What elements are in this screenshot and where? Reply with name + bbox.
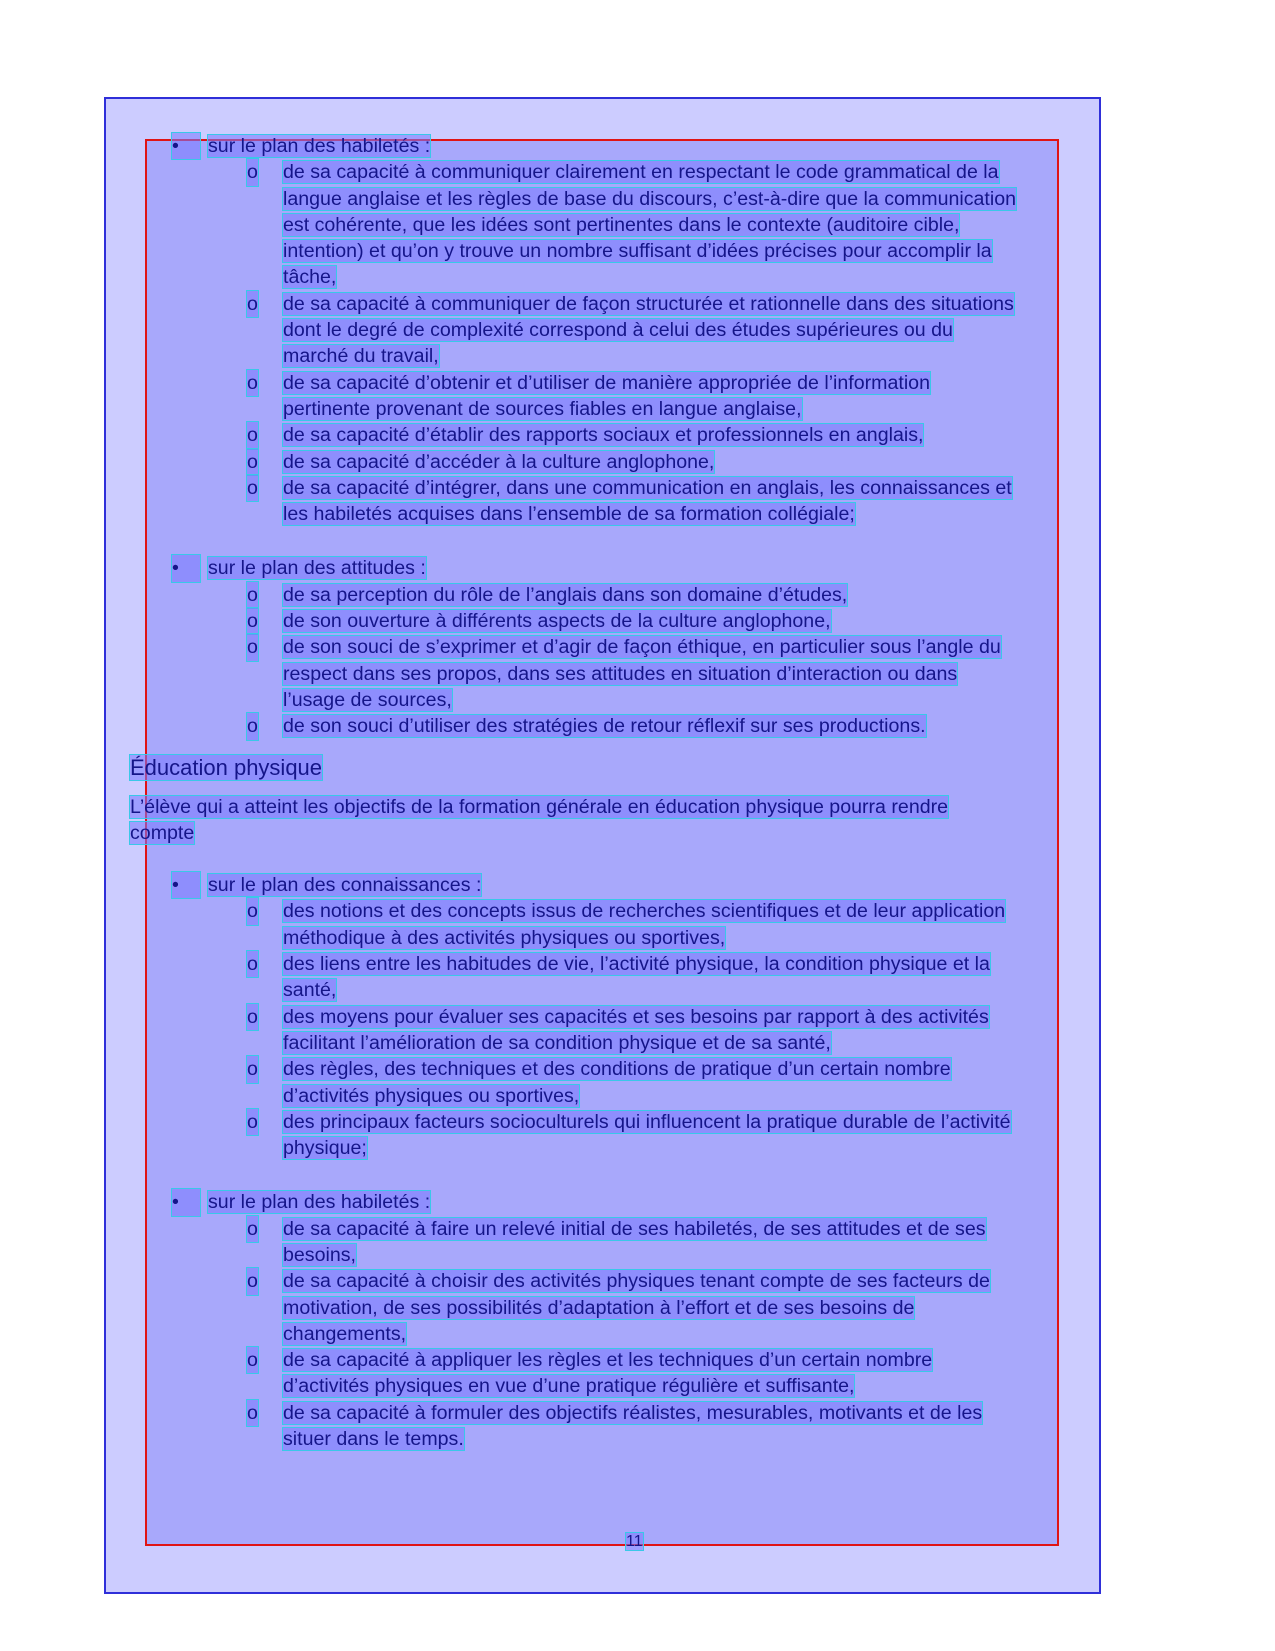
list-item-line: des règles, des techniques et des conditions de pratique d’un certain nombre (283, 1058, 951, 1081)
list-item-line: de sa capacité d’établir des rapports sociaux et professionnels en anglais, (283, 424, 924, 447)
list-item-line: de son ouverture à différents aspects de la culture anglophone, (283, 610, 831, 633)
list-item (130, 951, 1140, 1004)
list-item-line: physique; (283, 1137, 367, 1160)
list-heading-habiletes-ep: • sur le plan des habiletés : (130, 1189, 1140, 1215)
sub-bullet-icon: o (247, 1347, 258, 1373)
list-item-line: dont le degré de complexité correspond à celui des études supérieures ou du (283, 319, 953, 342)
list-habiletes-ep (130, 1189, 1140, 1452)
list-item-line: intention) et qu’on y trouve un nombre suffisant d’idées précises pour accomplir la (283, 240, 992, 263)
sub-bullet-icon: o (247, 1004, 258, 1030)
list-item (130, 898, 1140, 951)
sub-bullet-icon: o (247, 1109, 258, 1135)
list-item (130, 1004, 1140, 1057)
list-item-line: des liens entre les habitudes de vie, l’activité physique, la condition physique et la (283, 953, 990, 976)
bullet-icon: • (172, 872, 200, 898)
sub-bullet-icon: o (247, 634, 258, 660)
list-item-line: de sa capacité à communiquer clairement en respectant le code grammatical de la (283, 161, 999, 184)
sub-bullet-icon: o (247, 370, 258, 396)
list-item-line: de sa capacité à formuler des objectifs réalistes, mesurables, motivants et de les (283, 1401, 983, 1424)
sub-bullet-icon: o (247, 1268, 258, 1294)
list-item-line: des notions et des concepts issus de recherches scientifiques et de leur application (283, 900, 1006, 923)
list-item-line: méthodique à des activités physiques ou sportives, (283, 926, 726, 949)
list-heading-connaissances: • sur le plan des connaissances : (130, 872, 1140, 898)
list-item-line: santé, (283, 979, 337, 1002)
sub-bullet-icon: o (247, 713, 258, 739)
section-title: Éducation physique (130, 754, 323, 780)
sub-bullet-icon: o (247, 1216, 258, 1242)
list-item-line: changements, (283, 1322, 407, 1345)
list-item-line: de sa capacité à faire un relevé initial de ses habiletés, de ses attitudes et de ses (283, 1217, 986, 1240)
list-item (130, 1347, 1140, 1400)
section-intro: L’élève qui a atteint les objectifs de la formation générale en éducation physique pourra rendre compte (130, 795, 949, 844)
list-habiletes-anglais (130, 133, 1140, 527)
list-item-line: situer dans le temps. (283, 1428, 464, 1451)
list-item-line: marché du travail, (283, 345, 439, 368)
list-item-line: respect dans ses propos, dans ses attitudes en situation d’interaction ou dans (283, 662, 958, 685)
list-item (130, 713, 1140, 739)
list-item (130, 582, 1140, 608)
list-item (130, 422, 1140, 448)
list-item-line: de sa capacité à appliquer les règles et les techniques d’un certain nombre (283, 1349, 933, 1372)
sub-bullet-icon: o (247, 608, 258, 634)
sub-bullet-icon: o (247, 291, 258, 317)
list-item-line: de son souci de s’exprimer et d’agir de façon éthique, en particulier sous l’angle du (283, 636, 1001, 659)
list-item-line: l’usage de sources, (283, 688, 452, 711)
sub-bullet-icon: o (247, 1056, 258, 1082)
list-item (130, 370, 1140, 423)
sub-bullet-icon: o (247, 951, 258, 977)
list-item (130, 1056, 1140, 1109)
list-item (130, 634, 1140, 713)
bullet-icon: • (172, 555, 200, 581)
page-number: 11 (626, 1533, 643, 1550)
list-item (130, 1400, 1140, 1453)
list-item-line: de son souci d’utiliser des stratégies de retour réflexif sur ses productions. (283, 715, 926, 738)
list-connaissances (130, 872, 1140, 1161)
sub-bullet-icon: o (247, 422, 258, 448)
list-item-line: de sa perception du rôle de l’anglais dans son domaine d’études, (283, 583, 848, 606)
sub-bullet-icon: o (247, 582, 258, 608)
sub-bullet-icon: o (247, 1400, 258, 1426)
list-item-line: de sa capacité à communiquer de façon structurée et rationnelle dans des situations (283, 292, 1014, 315)
list-item (130, 1109, 1140, 1162)
list-item (130, 608, 1140, 634)
list-item-line: de sa capacité d’accéder à la culture anglophone, (283, 450, 715, 473)
list-item-line: d’activités physiques en vue d’une pratique régulière et suffisante, (283, 1375, 855, 1398)
list-item (130, 1216, 1140, 1269)
list-item-line: facilitant l’amélioration de sa condition physique et de sa santé, (283, 1031, 831, 1054)
list-item-line: tâche, (283, 266, 337, 289)
list-attitudes-anglais (130, 555, 1140, 739)
bullet-icon: • (172, 1189, 200, 1215)
list-item-line: de sa capacité à choisir des activités physiques tenant compte de ses facteurs de (283, 1270, 990, 1293)
sub-bullet-icon: o (247, 449, 258, 475)
sub-bullet-icon: o (247, 898, 258, 924)
list-item-line: des principaux facteurs socioculturels qui influencent la pratique durable de l’activité (283, 1110, 1011, 1133)
list-item-line: de sa capacité d’obtenir et d’utiliser de manière appropriée de l’information (283, 371, 930, 394)
bullet-icon: • (172, 133, 200, 159)
list-item (130, 291, 1140, 370)
list-item (130, 449, 1140, 475)
sub-bullet-icon: o (247, 475, 258, 501)
list-item-line: d’activités physiques ou sportives, (283, 1084, 580, 1107)
list-item-line: les habiletés acquises dans l’ensemble de sa formation collégiale; (283, 503, 855, 526)
list-item-line: besoins, (283, 1243, 356, 1266)
list-item-line: de sa capacité d’intégrer, dans une communication en anglais, les connaissances et (283, 476, 1012, 499)
list-item (130, 159, 1140, 290)
list-item-line: pertinente provenant de sources fiables en langue anglaise, (283, 397, 802, 420)
list-heading-attitudes: • sur le plan des attitudes : (130, 555, 1140, 581)
sub-bullet-icon: o (247, 159, 258, 185)
list-item (130, 1268, 1140, 1347)
list-item-line: est cohérente, que les idées sont pertinentes dans le contexte (auditoire cible, (283, 213, 960, 236)
list-item (130, 475, 1140, 528)
list-item-line: motivation, de ses possibilités d’adaptation à l’effort et de ses besoins de (283, 1296, 915, 1319)
list-item-line: langue anglaise et les règles de base du discours, c’est-à-dire que la communication (283, 187, 1017, 210)
document-content (130, 133, 1140, 1452)
list-item-line: des moyens pour évaluer ses capacités et ses besoins par rapport à des activités (283, 1005, 989, 1028)
list-heading-habiletes: • sur le plan des habiletés : (130, 133, 1140, 159)
